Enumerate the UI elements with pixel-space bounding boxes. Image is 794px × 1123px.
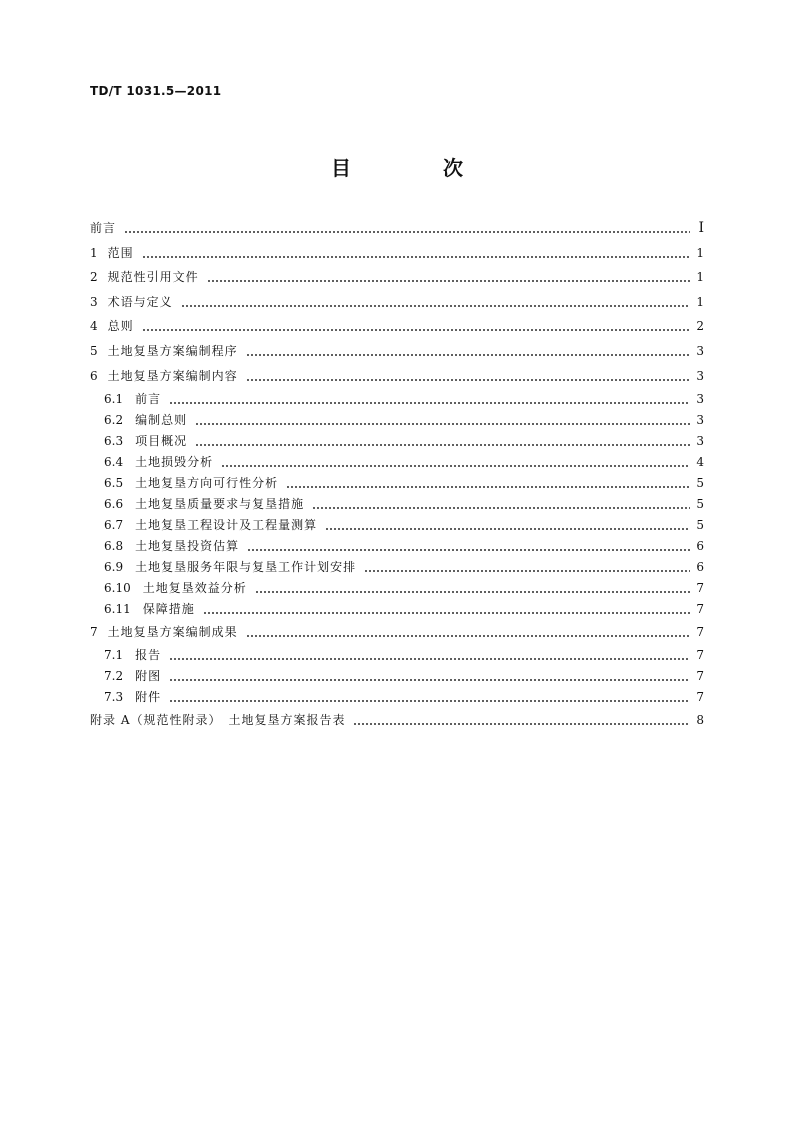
toc-entry-page-number: 6 — [696, 538, 704, 553]
dot-leader — [246, 341, 690, 361]
toc-subentry[interactable] — [104, 515, 704, 535]
toc-entry-title: 规范性引用文件 — [107, 270, 199, 285]
dot-leader — [169, 389, 690, 409]
toc-entry-number: 6.2 — [104, 412, 124, 427]
toc-entry-title: 项目概况 — [135, 433, 188, 448]
dot-leader — [207, 267, 690, 287]
toc-entry-title: 土地复垦质量要求与复垦措施 — [135, 496, 305, 511]
toc-entry-number: 6.6 — [104, 496, 124, 511]
toc-entry-title: 土地复垦投资估算 — [135, 538, 240, 553]
toc-entry[interactable] — [90, 316, 704, 336]
toc-entry-page-number: 1 — [696, 245, 704, 260]
toc-entry-page-number: 6 — [696, 559, 704, 574]
toc-subentry[interactable] — [104, 666, 704, 686]
dot-leader — [124, 218, 690, 238]
dot-leader — [203, 599, 690, 619]
toc-entry-page-number: 7 — [696, 601, 704, 616]
toc-entry-title: 土地损毁分析 — [135, 454, 214, 469]
toc-entry-title: 前言 — [90, 221, 117, 235]
toc-entry-page-number: 8 — [696, 712, 704, 727]
toc-entry-number: 4 — [90, 319, 98, 334]
dot-leader — [142, 316, 690, 336]
dot-leader — [246, 622, 690, 642]
toc-subentry[interactable] — [104, 578, 704, 598]
toc-entry-number: 7.1 — [104, 647, 124, 662]
toc-entry-number: 6.5 — [104, 475, 124, 490]
toc-entry-title: 土地复垦方案编制内容 — [107, 368, 238, 383]
toc-entry-page-number: 1 — [696, 294, 704, 309]
toc-entry-number: 5 — [90, 344, 98, 358]
toc-entry-page-number: 5 — [696, 517, 704, 532]
toc-entry-title: 土地复垦方案编制程序 — [107, 344, 238, 358]
dot-leader — [221, 452, 690, 472]
toc-entry-number: 6 — [90, 368, 98, 383]
toc-subentry[interactable] — [104, 473, 704, 493]
toc-entry-number: 7.2 — [104, 668, 124, 683]
toc-entry-number: 6.7 — [104, 517, 124, 532]
toc-entry-number: 6.1 — [104, 391, 124, 406]
toc-entry-page-number: 3 — [696, 344, 704, 358]
dot-leader — [353, 710, 690, 730]
toc-entry-title: 土地复垦工程设计及工程量测算 — [135, 517, 318, 532]
dot-leader — [195, 410, 690, 430]
toc-entry-title: 范围 — [107, 245, 134, 260]
toc-entry-title: 土地复垦效益分析 — [142, 580, 247, 595]
toc-entry-title: 前言 — [135, 391, 162, 406]
dot-leader — [181, 292, 690, 312]
toc-entry-title: 附图 — [135, 668, 162, 683]
toc-entry-number: 6.9 — [104, 559, 124, 574]
toc-entry-number: 3 — [90, 294, 98, 309]
dot-leader — [247, 536, 690, 556]
toc-entry-number: 6.8 — [104, 538, 124, 553]
toc-entry-page-number: Ⅰ — [698, 220, 704, 236]
toc-entry-page-number: 5 — [696, 475, 704, 490]
toc-entry-title: 土地复垦方案编制成果 — [107, 624, 238, 639]
toc-entry-page-number: 2 — [696, 319, 704, 334]
dot-leader — [312, 494, 690, 514]
dot-leader — [142, 243, 690, 263]
toc-entry[interactable] — [90, 341, 704, 361]
toc-entry[interactable] — [90, 218, 704, 238]
toc-entry[interactable] — [90, 267, 704, 287]
toc-entry-title: 土地复垦方向可行性分析 — [135, 475, 279, 490]
toc-subentry[interactable] — [104, 410, 704, 430]
page-title: 目 次 — [331, 156, 499, 180]
dot-leader — [169, 645, 690, 665]
toc-entry-page-number: 7 — [696, 647, 704, 662]
standard-code: TD/T 1031.5—2011 — [90, 84, 222, 98]
toc-subentry[interactable] — [104, 389, 704, 409]
toc-entry-page-number: 4 — [696, 454, 704, 469]
toc-entry-number: 1 — [90, 245, 98, 260]
toc-subentry[interactable] — [104, 687, 704, 707]
toc-subentry[interactable] — [104, 645, 704, 665]
toc-entry-page-number: 7 — [696, 668, 704, 683]
toc-entry-title: 土地复垦服务年限与复垦工作计划安排 — [135, 559, 357, 574]
toc-entry[interactable] — [90, 292, 704, 312]
dot-leader — [246, 366, 690, 386]
dot-leader — [195, 431, 690, 451]
toc-entry-title: 总则 — [107, 319, 134, 334]
toc-entry-page-number: 3 — [696, 391, 704, 406]
toc-entry-title: 附件 — [135, 689, 162, 704]
toc-subentry[interactable] — [104, 452, 704, 472]
toc-entry-number: 7.3 — [104, 689, 124, 704]
toc-subentry[interactable] — [104, 431, 704, 451]
toc-subentry[interactable] — [104, 536, 704, 556]
dot-leader — [286, 473, 690, 493]
toc-entry-title: 编制总则 — [135, 412, 188, 427]
toc-entry-page-number: 1 — [696, 270, 704, 285]
toc-subentry[interactable] — [104, 557, 704, 577]
toc-entry-page-number: 3 — [696, 412, 704, 427]
toc-entry[interactable] — [90, 622, 704, 642]
toc-entry-title: 附录 A（规范性附录） 土地复垦方案报告表 — [90, 712, 346, 727]
toc-entry[interactable] — [90, 710, 704, 730]
toc-entry-number: 6.4 — [104, 454, 124, 469]
toc-entry-page-number: 5 — [696, 496, 704, 511]
dot-leader — [364, 557, 690, 577]
toc-entry-number: 7 — [90, 624, 98, 639]
toc-subentry[interactable] — [104, 494, 704, 514]
toc-entry-number: 6.10 — [104, 580, 131, 595]
toc-entry-title: 术语与定义 — [107, 294, 173, 309]
dot-leader — [169, 666, 690, 686]
toc-entry-title: 报告 — [135, 647, 162, 662]
toc-entry-number: 6.11 — [104, 601, 131, 616]
toc-entry-number: 2 — [90, 270, 98, 285]
dot-leader — [169, 687, 690, 707]
dot-leader — [255, 578, 690, 598]
toc-entry-number: 6.3 — [104, 433, 124, 448]
toc-entry-page-number: 7 — [696, 689, 704, 704]
dot-leader — [325, 515, 690, 535]
toc-entry[interactable] — [90, 366, 704, 386]
toc-subentry[interactable] — [104, 599, 704, 619]
toc-entry[interactable] — [90, 243, 704, 263]
toc-entry-page-number: 3 — [696, 368, 704, 383]
toc-entry-page-number: 7 — [696, 624, 704, 639]
toc-entry-page-number: 3 — [696, 433, 704, 448]
toc-entry-title: 保障措施 — [142, 601, 195, 616]
toc-entry-page-number: 7 — [696, 580, 704, 595]
